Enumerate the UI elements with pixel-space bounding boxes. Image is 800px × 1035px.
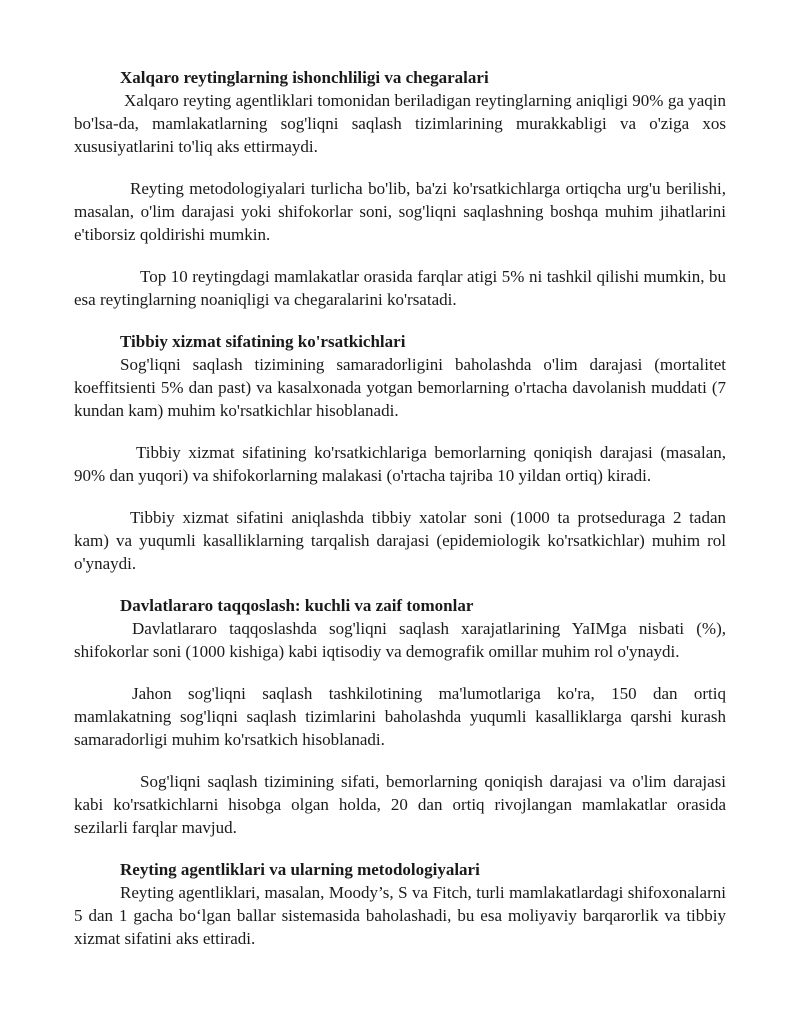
paragraph: Xalqaro reyting agentliklari tomonidan beriladigan reytinglarning aniqligi 90% ga yaqin bo'lsa-da, mamlakatlarning sog'liqni saqlash tizimlarining murakkabligi va o'ziga xos xususiyatlarini to'liq aks ettirmaydi. bbox=[74, 91, 726, 156]
paragraph: Top 10 reytingdagi mamlakatlar orasida farqlar atigi 5% ni tashkil qilishi mumkin, bu esa reytinglarning noaniqligi va chegaralarini ko'rsatadi. bbox=[74, 267, 726, 309]
section-heading: Xalqaro reytinglarning ishonchliligi va chegaralari bbox=[120, 68, 489, 87]
section-rating-agencies bbox=[74, 858, 726, 950]
paragraph: Reyting agentliklari, masalan, Moody’s, S va Fitch, turli mamlakatlardagi shifoxonalarni 5 dan 1 gacha bo‘lgan ballar sistemasida baholashadi, bu esa moliyaviy barqarorlik va tibbiy xizmat sifatini aks ettiradi. bbox=[74, 883, 726, 948]
section-heading: Davlatlararo taqqoslash: kuchli va zaif tomonlar bbox=[120, 596, 474, 615]
paragraph: Tibbiy xizmat sifatining ko'rsatkichlariga bemorlarning qoniqish darajasi (masalan, 90% dan yuqori) va shifokorlarning malakasi (o'rtacha tajriba 10 yildan ortiq) kiradi. bbox=[74, 443, 726, 485]
section-heading: Tibbiy xizmat sifatining ko'rsatkichlari bbox=[120, 332, 406, 351]
paragraph: Sog'liqni saqlash tizimining sifati, bemorlarning qoniqish darajasi va o'lim darajasi kabi ko'rsatkichlarni hisobga olgan holda, 20 dan ortiq rivojlangan mamlakatlar orasida sezilarli farqlar mavjud. bbox=[74, 772, 726, 837]
paragraph: Tibbiy xizmat sifatini aniqlashda tibbiy xatolar soni (1000 ta protseduraga 2 tadan kam) va yuqumli kasalliklarning tarqalish darajasi (epidemiologik ko'rsatkichlar) muhim rol o'ynaydi. bbox=[74, 508, 726, 573]
section-ratings-reliability bbox=[74, 66, 726, 311]
paragraph: Reyting metodologiyalari turlicha bo'lib, ba'zi ko'rsatkichlarga ortiqcha urg'u berilishi, masalan, o'lim darajasi yoki shifokorlar soni, sog'liqni saqlashning boshqa muhim jihatlarini e'tiborsiz qoldirishi mumkin. bbox=[74, 179, 726, 244]
paragraph: Sog'liqni saqlash tizimining samaradorligini baholashda o'lim darajasi (mortalitet koeffitsienti 5% dan past) va kasalxonada yotgan bemorlarning o'rtacha davolanish muddati (7 kundan kam) muhim ko'rsatkichlar hisoblanadi. bbox=[74, 355, 726, 420]
section-quality-indicators bbox=[74, 330, 726, 575]
section-country-comparison bbox=[74, 594, 726, 839]
section-heading: Reyting agentliklari va ularning metodologiyalari bbox=[120, 860, 480, 879]
paragraph: Jahon sog'liqni saqlash tashkilotining ma'lumotlariga ko'ra, 150 dan ortiq mamlakatning sog'liqni saqlash tizimlarini baholashda yuqumli kasalliklarga qarshi kurash samaradorligi muhim ko'rsatkich hisoblanadi. bbox=[74, 684, 726, 749]
paragraph: Davlatlararo taqqoslashda sog'liqni saqlash xarajatlarining YaIMga nisbati (%), shifokorlar soni (1000 kishiga) kabi iqtisodiy va demografik omillar muhim rol o'ynaydi. bbox=[74, 619, 726, 661]
